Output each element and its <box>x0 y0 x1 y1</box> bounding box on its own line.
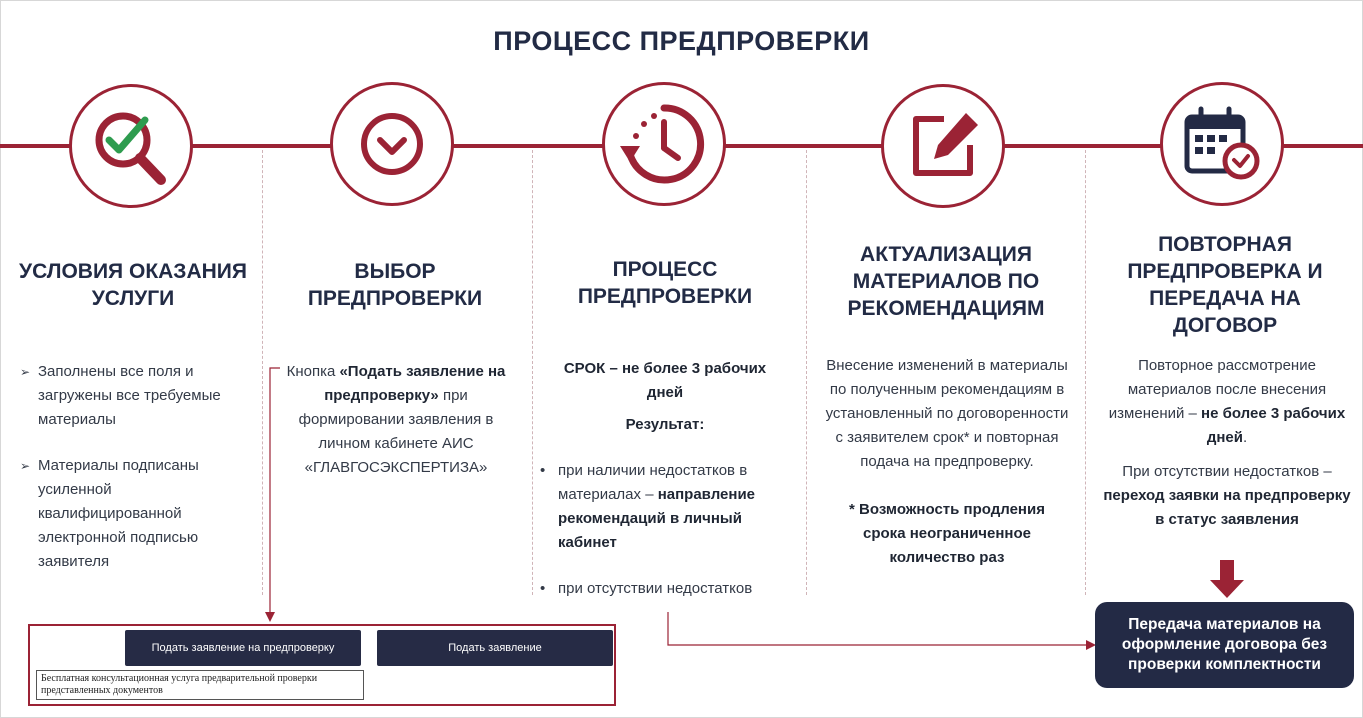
step-2-text-post: при формировании заявления в личном кабинете АИС «ГЛАВГОСЭКСПЕРТИЗА» <box>298 387 494 476</box>
magnifier-check-icon <box>83 98 179 194</box>
column-divider <box>1085 150 1086 595</box>
consultation-note: Бесплатная консультационная услуга предварительной проверки представленных документов <box>36 670 364 700</box>
column-divider <box>532 150 533 595</box>
step-5-text2 <box>1098 460 1356 532</box>
step-1-bullets <box>20 360 252 574</box>
step-2-text-bold: «Подать заявление на предпроверку» <box>324 363 506 404</box>
step-5-text2-bold: переход заявки на предпроверку в статус заявления <box>1103 487 1351 528</box>
list-item: ➢ Материалы подписаны усиленной квалифицированной электронной подписью заявителя <box>20 454 252 574</box>
step-1-body <box>20 360 252 574</box>
step-1-icon-circle <box>69 84 193 208</box>
step-4-title: АКТУАЛИЗАЦИЯ МАТЕРИАЛОВ ПО РЕКОМЕНДАЦИЯМ <box>847 243 1045 320</box>
step-5-text2-pre: При отсутствии недостатков – <box>1122 463 1332 480</box>
step-3-body <box>540 357 790 601</box>
submit-precheck-button[interactable]: Подать заявление на предпроверку <box>125 630 361 666</box>
step-3-term: СРОК – не более 3 рабочих дней <box>563 360 767 401</box>
list-item <box>540 459 790 555</box>
step-3-bullet1-bold: направление рекомендаций в личный кабинет <box>558 486 756 551</box>
portal-screenshot <box>28 624 616 706</box>
chevron-circle-icon <box>352 104 432 184</box>
column-divider <box>806 150 807 595</box>
step-2-icon-circle <box>330 82 454 206</box>
step-1-title: УСЛОВИЯ ОКАЗАНИЯ УСЛУГИ <box>19 260 247 310</box>
column-divider <box>262 150 263 595</box>
step-5-text1-bold: не более 3 рабочих дней <box>1201 405 1346 446</box>
step-4-body <box>822 354 1072 570</box>
list-item: ➢ Заполнены все поля и загружены все требуемые материалы <box>20 360 252 432</box>
step-5-text1 <box>1098 354 1356 450</box>
step-5-body <box>1098 354 1356 532</box>
submit-application-button[interactable]: Подать заявление <box>377 630 613 666</box>
step-4-text: Внесение изменений в материалы по полученным рекомендациям в установленный по договоренности с заявителем срок* и повторная подача на предпроверку. <box>825 357 1069 470</box>
step-3-title: ПРОЦЕСС ПРЕДПРОВЕРКИ <box>577 258 753 308</box>
clock-refresh-icon <box>614 94 714 194</box>
step-2-text-pre: Кнопка <box>286 363 340 380</box>
step-5-title: ПОВТОРНАЯ ПРЕДПРОВЕРКА И ПЕРЕДАЧА НА ДОГОВОР <box>1127 233 1323 337</box>
calendar-check-icon <box>1177 99 1267 189</box>
page-title: ПРОЦЕСС ПРЕДПРОВЕРКИ <box>493 26 870 56</box>
edit-document-icon <box>900 103 986 189</box>
list-item: • при отсутствии недостатков <box>540 577 790 601</box>
step-3-icon-circle <box>602 82 726 206</box>
step-5-text1-post: . <box>1242 429 1248 446</box>
step-3-result-label: Результат: <box>625 416 705 433</box>
step-3-bullet1-pre: при наличии недостатков в материалах – <box>558 462 748 503</box>
step-5-text1-pre: Повторное рассмотрение материалов после внесения изменений – <box>1108 357 1327 422</box>
step-2-body <box>278 360 514 480</box>
step-4-icon-circle <box>881 84 1005 208</box>
step-4-note: * Возможность продления срока неограниченное количество раз <box>849 501 1045 566</box>
step-2-title: ВЫБОР ПРЕДПРОВЕРКИ <box>307 260 483 310</box>
step-5-icon-circle <box>1160 82 1284 206</box>
final-transfer-box: Передача материалов на оформление договора без проверки комплектности <box>1095 602 1354 688</box>
step-3-bullets <box>540 459 790 601</box>
